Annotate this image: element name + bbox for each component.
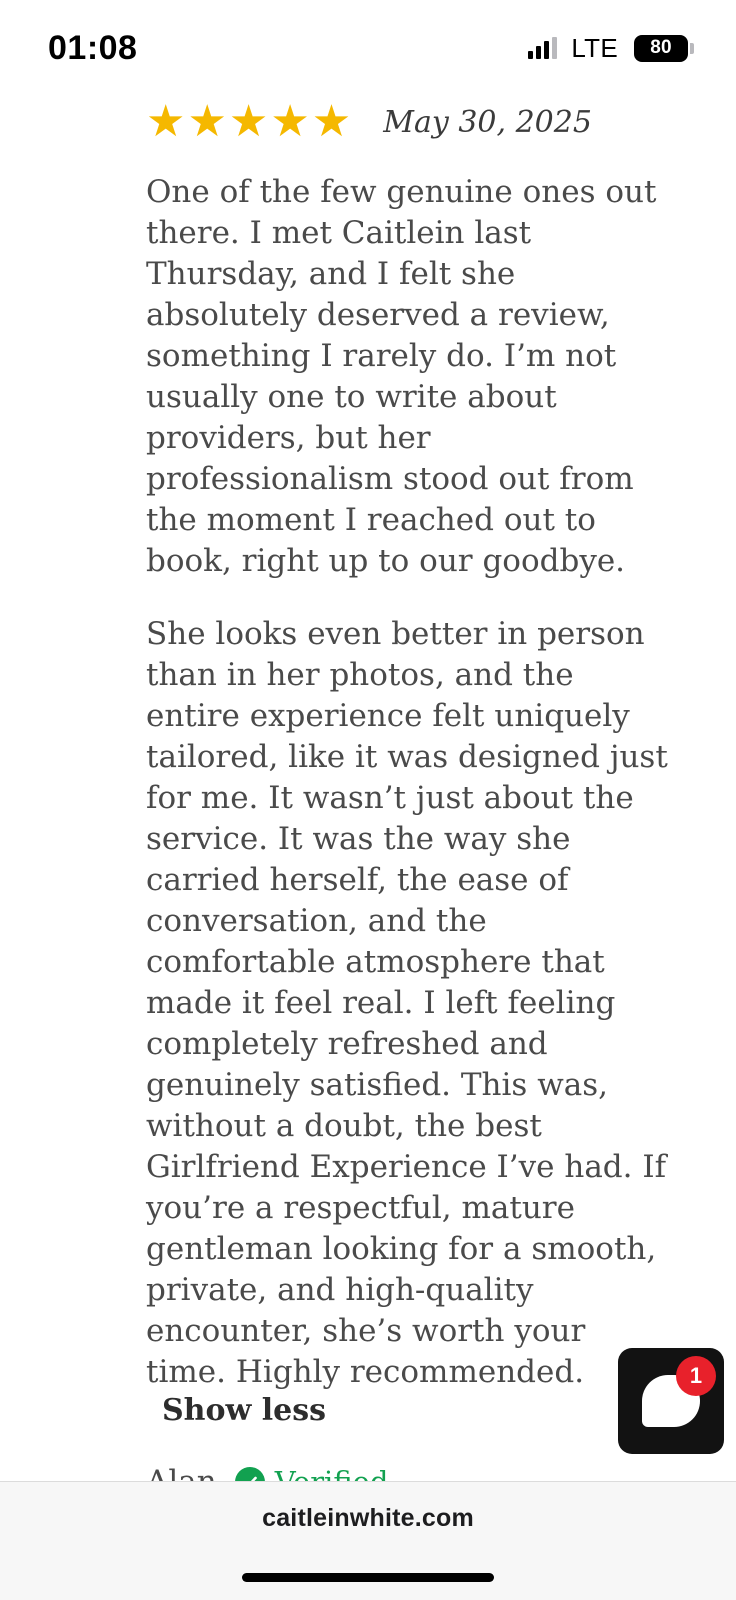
chat-unread-badge: 1 — [676, 1356, 716, 1396]
chat-widget-button[interactable] — [618, 1348, 724, 1454]
battery-icon — [634, 35, 688, 62]
rating-stars: ★★★★★ — [146, 97, 354, 146]
battery-percent: 80 — [650, 37, 672, 58]
address-bar-url[interactable]: caitleinwhite.com — [262, 1504, 474, 1532]
home-indicator[interactable] — [242, 1573, 494, 1582]
review-text — [146, 172, 694, 1393]
review-card — [0, 96, 736, 1500]
review-header — [146, 97, 694, 146]
battery-cap — [690, 43, 694, 54]
status-indicators — [528, 33, 688, 64]
review-paragraph: She looks even better in person than in her photos, and the entire experience felt uniquely tailored, like it was designed just for me. It wasn’t just about the service. It was the way she carried herself, the ease of conversation, and the comfortable atmosphere that made it feel real. I left feeling completely refreshed and genuinely satisfied. This was, without a doubt, the best Girlfriend Experience I’ve had. If you’re a respectful, mature gentleman looking for a smooth, private, and high-quality encounter, she’s worth your time. Highly recommended. — [146, 616, 668, 1390]
status-time: 01:08 — [48, 28, 138, 67]
show-less-toggle[interactable]: Show less — [162, 1393, 327, 1428]
browser-bottom-bar — [0, 1481, 736, 1600]
network-type-label: LTE — [571, 32, 618, 63]
review-paragraph: One of the few genuine ones out there. I met Caitlein last Thursday, and I felt she absolutely deserved a review, something I rarely do. I’m not usually one to write about providers, but her professionalism stood out from the moment I reached out to book, right up to our goodbye. — [146, 174, 657, 579]
cellular-bars-icon — [528, 37, 557, 59]
review-date: May 30, 2025 — [383, 104, 592, 140]
status-bar — [0, 0, 736, 96]
